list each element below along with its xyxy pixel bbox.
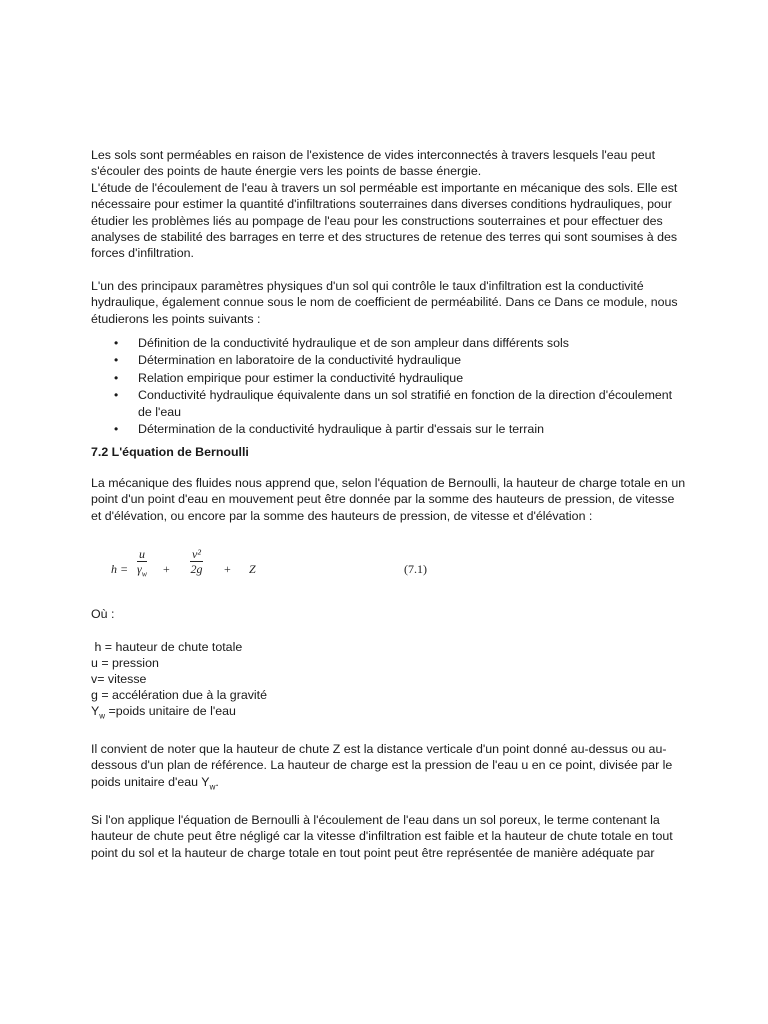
definition-item: h = hauteur de chute totale — [91, 639, 243, 654]
where-label: Où : — [91, 607, 115, 622]
equation-number: (7.1) — [404, 562, 427, 577]
list-item: • Détermination en laboratoire de la conductivité hydraulique — [114, 353, 462, 368]
list-item: • Détermination de la conductivité hydraulique à partir d'essais sur le terrain — [114, 422, 544, 437]
note-paragraph: Il convient de noter que la hauteur de chute Z est la distance verticale d'un point donné au-dessus ou au-dessous d'un plan de référence. La hauteur de charge est la pression de l'eau u en ce point, divisée par le poids unitaire d'eau $Y_w$. — [91, 742, 673, 792]
intro-paragraph-2: L'étude de l'écoulement de l'eau à travers un sol perméable est importante en mécanique des sols. Elle est nécessaire pour estimer la quantité d'infiltrations souterraines dans diverses conditions hydrauliques, pour étudier les problèmes liés au pompage de l'eau pour les constructions souterraines et pour effectuer des analyses de stabilité des barrages en terre et des structures de retenue des terres qui sont soumises à des forces d'infiltration. — [91, 180, 678, 261]
definition-item: $Y_w$ =poids unitaire de l'eau — [91, 704, 236, 721]
definition-item: v= vitesse — [91, 671, 147, 686]
intro-paragraph-3: L'un des principaux paramètres physiques d'un sol qui contrôle le taux d'infiltration est la conductivité hydraulique, également connue sous le nom de coefficient de perméabilité. Dans ce Dans ce module, nous étudierons les points suivants : — [91, 278, 678, 326]
list-item: • Conductivité hydraulique équivalente dans un sol stratifié en fonction de la direction d'écoulement de l'eau — [114, 388, 673, 419]
equation-lhs: h = — [111, 562, 129, 577]
fraction-denominator: $\gamma_w$ — [137, 562, 148, 579]
definition-item: g = accélération due à la gravité — [91, 688, 267, 703]
equation-fraction-velocity — [190, 547, 203, 577]
bernoulli-paragraph: La mécanique des fluides nous apprend que, selon l'équation de Bernoulli, la hauteur de charge totale en un point d'un point d'eau en mouvement peut être donnée par la somme des hauteurs de pression, de vitesse et d'élévation, ou encore par la somme des hauteurs de pression, de vitesse et d'élévation : — [91, 475, 686, 523]
equation-plus: + — [224, 562, 231, 577]
fraction-numerator: v² — [192, 547, 201, 562]
definitions-list — [91, 639, 687, 725]
equation-fraction-pressure — [137, 547, 147, 581]
fraction-numerator: u — [137, 547, 147, 562]
bullet-icon: • — [114, 422, 119, 437]
list-item: • Définition de la conductivité hydraulique et de son ampleur dans différents sols — [114, 336, 569, 351]
topics-list — [91, 335, 687, 437]
list-item: • Relation empirique pour estimer la conductivité hydraulique — [114, 370, 464, 385]
equation-plus: + — [163, 562, 170, 577]
final-paragraph: Si l'on applique l'équation de Bernoulli à l'écoulement de l'eau dans un sol poreux, le terme contenant la hauteur de chute peut être négligé car la vitesse d'infiltration est faible et la hauteur de chute totale en tout point du sol et la hauteur de charge totale en tout point peut être représentée de manière adéquate par — [91, 812, 673, 860]
bernoulli-equation — [91, 543, 687, 597]
section-heading: 7.2 L'équation de Bernoulli — [91, 444, 249, 459]
intro-paragraph-1: Les sols sont perméables en raison de l'existence de vides interconnectés à travers lesquels l'eau peut s'écouler des points de haute énergie vers les points de basse énergie. — [91, 148, 656, 179]
bullet-icon: • — [114, 370, 119, 385]
fraction-denominator: 2g — [190, 562, 203, 577]
bullet-icon: • — [114, 336, 119, 351]
document-page — [91, 147, 687, 861]
definition-item: u = pression — [91, 655, 159, 670]
equation-elevation: Z — [249, 562, 256, 577]
bullet-icon: • — [114, 353, 119, 368]
bullet-icon: • — [114, 388, 119, 403]
